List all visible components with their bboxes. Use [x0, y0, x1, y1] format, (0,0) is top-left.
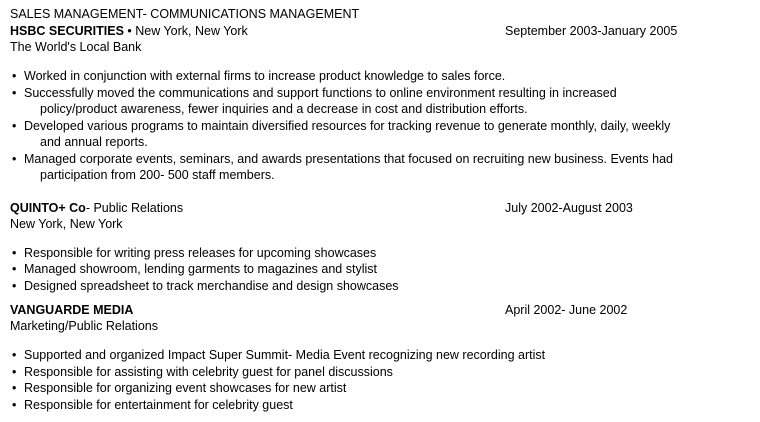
bullet-text: Responsible for assisting with celebrity guest for panel discussions [24, 364, 393, 379]
bullet-text: Responsible for writing press releases for upcoming showcases [24, 245, 377, 260]
list-item [10, 245, 750, 262]
page-title: SALES MANAGEMENT- COMMUNICATIONS MANAGEMENT [10, 7, 360, 21]
bullet-list-2 [10, 245, 750, 295]
bullet-text: Managed corporate events, seminars, and awards presentations that focused on recruiting new business. Events had [24, 151, 673, 166]
company-name-3: VANGUARDE MEDIA [10, 303, 134, 317]
list-item [10, 261, 750, 278]
bullet-text: Responsible for organizing event showcases for new artist [24, 381, 347, 395]
company-tagline-3: Marketing/Public Relations [10, 319, 158, 333]
list-item [10, 397, 750, 414]
bullet-list-1 [10, 68, 750, 184]
employment-dates-3: April 2002- June 2002 [505, 303, 628, 317]
bullet-text: Managed showroom, lending garments to magazines and stylist [24, 262, 377, 276]
company-name-1: HSBC SECURITIES [10, 24, 124, 38]
list-item [10, 151, 750, 184]
bullet-list-3 [10, 347, 750, 413]
employment-dates-1: September 2003-January 2005 [505, 24, 678, 38]
list-item [10, 68, 750, 85]
company-separator-1: • [123, 24, 136, 38]
bullet-continuation: participation from 200- 500 staff members. [40, 168, 275, 182]
employment-dates-2: July 2002-August 2003 [505, 200, 633, 215]
company-name-2: QUINTO+ Co [10, 200, 86, 215]
bullet-text: Responsible for entertainment for celebrity guest [24, 397, 293, 412]
experience-header-3 [10, 302, 750, 318]
bullet-text: Developed various programs to maintain diversified resources for tracking revenue to generate monthly, daily, weekly [24, 118, 671, 133]
bullet-text: Designed spreadsheet to track merchandise and design showcases [24, 278, 399, 293]
bullet-text: Successfully moved the communications and support functions to online environment resulting in increased [24, 85, 617, 100]
list-item [10, 278, 750, 295]
company-location-1: New York, New York [135, 24, 248, 38]
list-item [10, 347, 750, 364]
company-location-2: Public Relations [93, 200, 184, 215]
bullet-text: Supported and organized Impact Super Summit- Media Event recognizing new recording artist [24, 348, 546, 362]
list-item [10, 85, 750, 118]
bullet-text: Worked in conjunction with external firms to increase product knowledge to sales force. [24, 69, 506, 83]
experience-header-1 [10, 23, 750, 39]
experience-header-2 [10, 200, 750, 216]
company-tagline-1: The World's Local Bank [10, 40, 142, 54]
list-item [10, 364, 750, 381]
bullet-continuation: and annual reports. [40, 135, 148, 149]
company-tagline-2: New York, New York [10, 216, 123, 231]
list-item [10, 380, 750, 397]
bullet-continuation: policy/product awareness, fewer inquiries and a decrease in cost and distribution efforts. [40, 102, 528, 116]
company-separator-2: - [85, 200, 94, 215]
list-item [10, 118, 750, 151]
